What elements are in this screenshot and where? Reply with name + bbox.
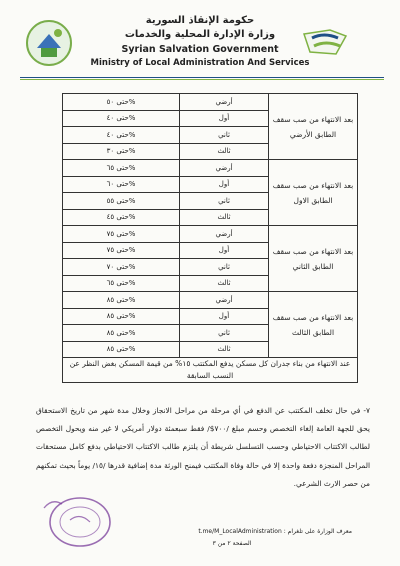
limit-cell: حتى ٧٠%	[63, 259, 180, 276]
limit-cell: حتى ٨٥%	[63, 325, 180, 342]
ministry-logo	[300, 26, 352, 58]
stage-description-cell: بعد الانتهاء من صب سقف الطابق الأرضي	[269, 94, 358, 160]
government-name-english: Syrian Salvation Government	[121, 44, 279, 55]
page-number: الصفحة ٢ من ٣	[212, 540, 252, 547]
limit-cell: حتى ٥٠%	[63, 94, 180, 111]
telegram-footer: معرف الوزارة على تلغرام : t.me/M_LocalAdministration	[198, 528, 352, 535]
limit-cell: حتى ٤٠%	[63, 110, 180, 127]
floor-cell: أول	[180, 176, 269, 193]
limit-cell: حتى ٨٥%	[63, 341, 180, 358]
floor-cell: ثالث	[180, 209, 269, 226]
government-name-arabic: حكومة الإنقاذ السورية	[145, 15, 255, 26]
header-rule-green	[20, 79, 384, 80]
ministry-name-english: Ministry of Local Administration And Services	[90, 58, 310, 68]
floor-cell: ثالث	[180, 341, 269, 358]
floor-cell: أول	[180, 110, 269, 127]
table-row	[63, 226, 358, 243]
limit-cell: حتى ٤٠%	[63, 127, 180, 144]
ministry-name-arabic: وزارة الإدارة المحلية والخدمات	[124, 29, 276, 40]
floor-cell: أرضي	[180, 292, 269, 309]
limit-cell: حتى ٨٥%	[63, 308, 180, 325]
floor-cell: ثاني	[180, 325, 269, 342]
floor-cell: أرضي	[180, 226, 269, 243]
limit-cell: حتى ٦٥%	[63, 160, 180, 177]
limit-cell: حتى ٥٥%	[63, 193, 180, 210]
floor-cell: ثاني	[180, 127, 269, 144]
limit-cell: حتى ٧٥%	[63, 226, 180, 243]
limit-cell: حتى ٦٠%	[63, 176, 180, 193]
government-seal-logo	[25, 18, 73, 68]
floor-cell: أول	[180, 308, 269, 325]
floor-cell: أول	[180, 242, 269, 259]
floor-cell: ثاني	[180, 259, 269, 276]
floor-cell: ثاني	[180, 193, 269, 210]
table-note-row	[63, 358, 358, 383]
stage-description-cell: بعد الانتهاء من صب سقف الطابق الثاني	[269, 226, 358, 292]
limit-cell: حتى ٧٥%	[63, 242, 180, 259]
limit-cell: حتى ٤٥%	[63, 209, 180, 226]
official-stamp	[40, 490, 118, 552]
floor-cell: أرضي	[180, 94, 269, 111]
floor-cell: أرضي	[180, 160, 269, 177]
floor-cell: ثالث	[180, 143, 269, 160]
header-rule-blue	[20, 77, 384, 78]
page-header	[0, 0, 400, 88]
clause-7-paragraph: ٧- في حال تخلف المكتتب عن الدفع في أي مرحلة من مراحل الانجاز وخلال مدة شهر من تاريخ الاستحقاق يحق للجهة العامة إلغاء التخصص وحسم مبلغ /٧٠٠$/ فقط سبعمئة دولار أمريكي لا غير منه ويحول التخصص لطالب الاكتتاب الاحتياطي وحسب التسلسل شريطة أن يلتزم طالب الاكتتاب الاحتياطي بدفع كامل مستحقات المراحل المنجزة دفعة واحدة إلا في حالة وفاة المكتتب فيمنح الورثة مدة إضافية قدرها /١٥/ يوماً بحيث تمكنهم من حصر الارث الشرعي.	[36, 406, 371, 488]
table-row	[63, 160, 358, 177]
stage-description-cell: بعد الانتهاء من صب سقف الطابق الثالث	[269, 292, 358, 358]
floor-cell: ثالث	[180, 275, 269, 292]
payment-schedule-table	[62, 93, 358, 383]
table-row	[63, 94, 358, 111]
stage-description-cell: بعد الانتهاء من صب سقف الطابق الاول	[269, 160, 358, 226]
limit-cell: حتى ٦٥%	[63, 275, 180, 292]
table-row	[63, 292, 358, 309]
table-note: عند الانتهاء من بناء جدران كل مسكن يدفع المكتتب ١٥% من قيمة المسكن بغض النظر عن النسب السابقة	[63, 358, 358, 383]
limit-cell: حتى ٨٥%	[63, 292, 180, 309]
limit-cell: حتى ٣٠%	[63, 143, 180, 160]
